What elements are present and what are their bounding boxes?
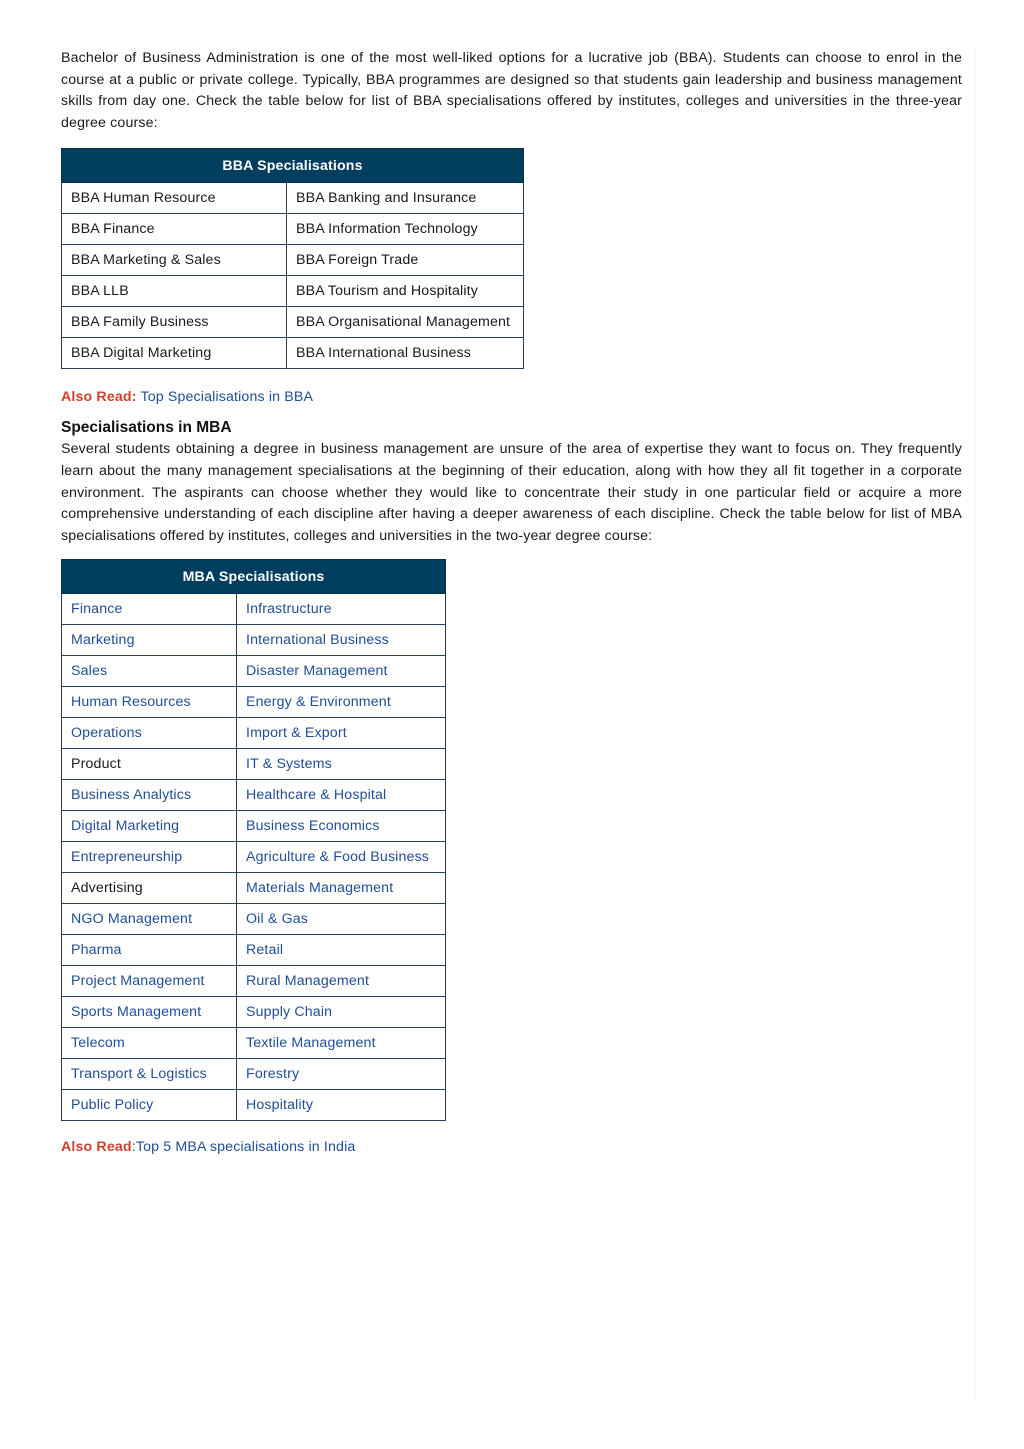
bba-cell-bba-organisational-management: BBA Organisational Management [287,307,524,338]
mba-cell-advertising: Advertising [62,873,237,904]
table-row [62,1059,446,1090]
table-row [62,625,446,656]
mba-link-textile-management[interactable]: Textile Management [237,1028,446,1059]
table-row [62,966,446,997]
mba-paragraph: Several students obtaining a degree in business management are unsure of the area of expertise they want to focus on. They frequently learn about the many management specialisations at the beginning of their education, along with how they all fit together in a corporate environment. The aspirants can choose whether they would like to concentrate their study in one particular field or acquire a more comprehensive understanding of each discipline after having a deeper awareness of each discipline. Check the table below for list of MBA specialisations offered by institutes, colleges and universities in the two-year degree course: [61,441,962,544]
table-row [62,656,446,687]
mba-link-oil-and-gas[interactable]: Oil & Gas [237,904,446,935]
mba-link-rural-management[interactable]: Rural Management [237,966,446,997]
table-row [62,276,524,307]
mba-link-hospitality[interactable]: Hospitality [237,1090,446,1121]
mba-link-healthcare-and-hospital[interactable]: Healthcare & Hospital [237,780,446,811]
table-row [62,183,524,214]
mba-link-digital-marketing[interactable]: Digital Marketing [62,811,237,842]
bba-cell-bba-human-resource: BBA Human Resource [62,183,287,214]
table-row [62,1028,446,1059]
table-row [62,780,446,811]
table-row [62,749,446,780]
mba-specialisations-table [61,559,446,1121]
bba-cell-bba-tourism-and-hospitality: BBA Tourism and Hospitality [287,276,524,307]
also-read-label: Also Read: [61,389,137,406]
mba-link-business-economics[interactable]: Business Economics [237,811,446,842]
page-right-rule [974,48,975,1400]
also-read-bba [61,389,962,405]
bba-cell-bba-family-business: BBA Family Business [62,307,287,338]
table-row [62,997,446,1028]
table-row [62,935,446,966]
mba-link-human-resources[interactable]: Human Resources [62,687,237,718]
mba-link-pharma[interactable]: Pharma [62,935,237,966]
mba-cell-product: Product [62,749,237,780]
table-row [62,1090,446,1121]
mba-link-sales[interactable]: Sales [62,656,237,687]
mba-link-it-and-systems[interactable]: IT & Systems [237,749,446,780]
also-read-separator: : [131,1139,136,1156]
top-5-mba-specialisations-link[interactable]: Top 5 MBA specialisations in India [135,1139,356,1156]
mba-link-entrepreneurship[interactable]: Entrepreneurship [62,842,237,873]
mba-link-import-and-export[interactable]: Import & Export [237,718,446,749]
mba-link-marketing[interactable]: Marketing [62,625,237,656]
bba-specialisations-table [61,148,524,369]
mba-table-header: MBA Specialisations [62,560,446,594]
also-read-label: Also Read [61,1139,132,1156]
mba-link-ngo-management[interactable]: NGO Management [62,904,237,935]
also-read-mba [61,1139,962,1155]
table-row [62,718,446,749]
mba-link-sports-management[interactable]: Sports Management [62,997,237,1028]
top-specialisations-bba-link[interactable]: Top Specialisations in BBA [140,389,314,406]
mba-link-energy-and-environment[interactable]: Energy & Environment [237,687,446,718]
table-row [62,214,524,245]
mba-link-materials-management[interactable]: Materials Management [237,873,446,904]
mba-link-disaster-management[interactable]: Disaster Management [237,656,446,687]
mba-section-heading: Specialisations in MBA [61,419,232,437]
mba-link-project-management[interactable]: Project Management [62,966,237,997]
table-row [62,811,446,842]
mba-link-retail[interactable]: Retail [237,935,446,966]
bba-cell-bba-foreign-trade: BBA Foreign Trade [287,245,524,276]
mba-link-telecom[interactable]: Telecom [62,1028,237,1059]
bba-cell-bba-banking-and-insurance: BBA Banking and Insurance [287,183,524,214]
mba-link-finance[interactable]: Finance [62,594,237,625]
table-row [62,307,524,338]
table-row [62,594,446,625]
mba-link-transport-and-logistics[interactable]: Transport & Logistics [62,1059,237,1090]
mba-link-operations[interactable]: Operations [62,718,237,749]
mba-link-supply-chain[interactable]: Supply Chain [237,997,446,1028]
mba-link-international-business[interactable]: International Business [237,625,446,656]
mba-link-infrastructure[interactable]: Infrastructure [237,594,446,625]
article-content [61,48,962,1155]
mba-link-public-policy[interactable]: Public Policy [62,1090,237,1121]
bba-cell-bba-llb: BBA LLB [62,276,287,307]
mba-link-forestry[interactable]: Forestry [237,1059,446,1090]
bba-cell-bba-information-technology: BBA Information Technology [287,214,524,245]
table-row [62,873,446,904]
bba-cell-bba-marketing-and-sales: BBA Marketing & Sales [62,245,287,276]
mba-link-business-analytics[interactable]: Business Analytics [62,780,237,811]
table-row [62,245,524,276]
intro-paragraph: Bachelor of Business Administration is one of the most well-liked options for a lucrative job (BBA). Students can choose to enrol in the course at a public or private college. Typically, BBA programmes are designed so that students gain leadership and business management skills from day one. Check the table below for list of BBA specialisations offered by institutes, colleges and universities in the three-year degree course: [61,50,962,131]
bba-cell-bba-digital-marketing: BBA Digital Marketing [62,338,287,369]
table-row [62,687,446,718]
bba-cell-bba-finance: BBA Finance [62,214,287,245]
table-row [62,338,524,369]
bba-table-header: BBA Specialisations [62,149,524,183]
mba-link-agriculture-and-food-business[interactable]: Agriculture & Food Business [237,842,446,873]
bba-cell-bba-international-business: BBA International Business [287,338,524,369]
table-row [62,842,446,873]
table-row [62,904,446,935]
